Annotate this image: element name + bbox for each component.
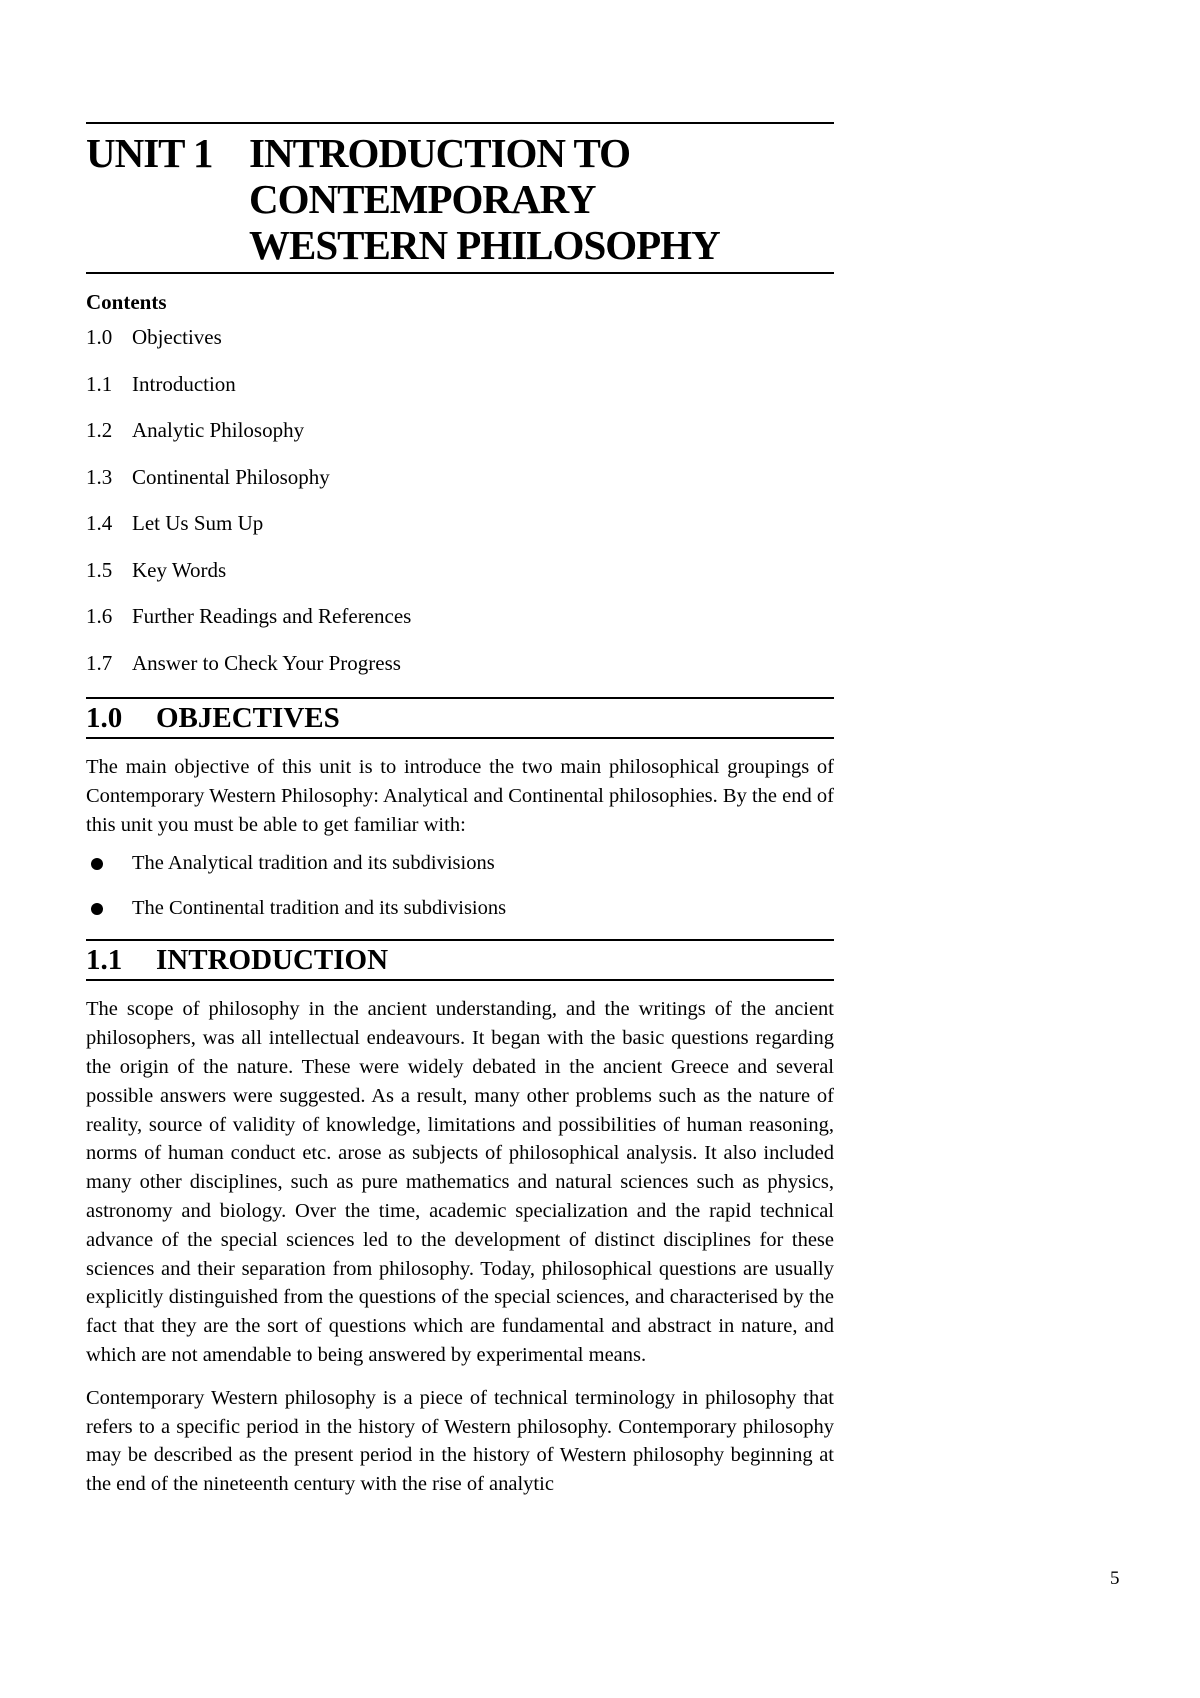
toc-number: 1.4: [86, 511, 113, 535]
toc-number: 1.1: [86, 371, 113, 396]
toc-item[interactable]: [86, 418, 834, 442]
toc-number: 1.7: [86, 650, 113, 675]
toc-item[interactable]: [86, 372, 834, 396]
toc-label: Introduction: [132, 371, 236, 396]
toc-number: 1.6: [86, 604, 113, 628]
toc-label: Objectives: [132, 325, 222, 349]
bullet-icon: [86, 849, 132, 877]
toc-number: 1.3: [86, 464, 113, 489]
toc-item[interactable]: [86, 558, 834, 582]
bullet-text: The Continental tradition and its subdivisions: [132, 897, 507, 920]
title-bottom-rule: [86, 272, 834, 274]
section-number: 1.1: [86, 944, 123, 977]
bullet-text: The Analytical tradition and its subdivisions: [132, 852, 495, 875]
page-number: 5: [1110, 1568, 1120, 1589]
unit-title-block: [86, 124, 834, 268]
toc-label: Analytic Philosophy: [132, 418, 305, 442]
section-title: OBJECTIVES: [156, 702, 340, 734]
introduction-paragraph: The scope of philosophy in the ancient understanding, and the writings of the ancient philosophers, was all intellectual endeavours. It began with the basic questions regarding the origin of the nature. These were widely debated in the ancient Greece and several possible answers were suggested. As a result, many other problems such as the nature of reality, source of validity of knowledge, limitations and possibilities of human reasoning, norms of human conduct etc. arose as subjects of philosophical analysis. It also included many other disciplines, such as pure mathematics and natural sciences such as physics, astronomy and biology. Over the time, academic specialization and the rapid technical advance of the special sciences led to the development of distinct disciplines for these sciences and their separation from philosophy. Today, philosophical questions are usually explicitly distinguished from the questions of the special sciences, and characterised by the fact that they are the sort of questions which are fundamental and abstract in nature, and which are not amendable to being answered by experimental means.: [86, 998, 834, 1366]
bullet-icon: [86, 894, 132, 922]
toc-item[interactable]: [86, 651, 834, 675]
toc-label: Answer to Check Your Progress: [132, 650, 401, 675]
toc-item[interactable]: [86, 511, 834, 535]
toc-label: Continental Philosophy: [132, 464, 330, 489]
toc-item[interactable]: [86, 604, 834, 628]
toc-label: Key Words: [132, 557, 227, 582]
contents-heading: Contents: [86, 290, 167, 314]
section-title: INTRODUCTION: [156, 944, 389, 977]
toc-number: 1.5: [86, 557, 113, 582]
section-heading-objectives: [86, 697, 834, 739]
toc-number: 1.2: [86, 418, 113, 442]
section-number: 1.0: [86, 702, 123, 734]
toc-item[interactable]: [86, 325, 834, 349]
contents-list: [86, 325, 834, 675]
toc-item[interactable]: [86, 465, 834, 489]
unit-title-line: INTRODUCTION TO: [249, 130, 631, 176]
unit-label: UNIT 1: [86, 130, 213, 176]
document-page: [86, 122, 834, 1499]
toc-label: Further Readings and References: [132, 604, 412, 628]
section-heading-introduction: [86, 939, 834, 981]
bullet-item: [86, 849, 834, 877]
bullet-item: [86, 894, 834, 922]
toc-label: Let Us Sum Up: [132, 511, 264, 535]
unit-title-line: WESTERN PHILOSOPHY: [249, 222, 720, 268]
toc-number: 1.0: [86, 325, 113, 349]
unit-title-line: CONTEMPORARY: [249, 176, 596, 222]
introduction-paragraph: Contemporary Western philosophy is a piece of technical terminology in philosophy that refers to a specific period in the history of Western philosophy. Contemporary philosophy may be described as the present period in the history of Western philosophy beginning at the end of the nineteenth century with the rise of analytic: [86, 1386, 834, 1496]
unit-title: [249, 130, 834, 268]
objectives-bullet-list: [86, 849, 834, 922]
objectives-paragraph: The main objective of this unit is to introduce the two main philosophical groupings of Contemporary Western Philosophy: Analytical and Continental philosophies. By the end of this unit you must be able to get familiar with:: [86, 756, 834, 836]
